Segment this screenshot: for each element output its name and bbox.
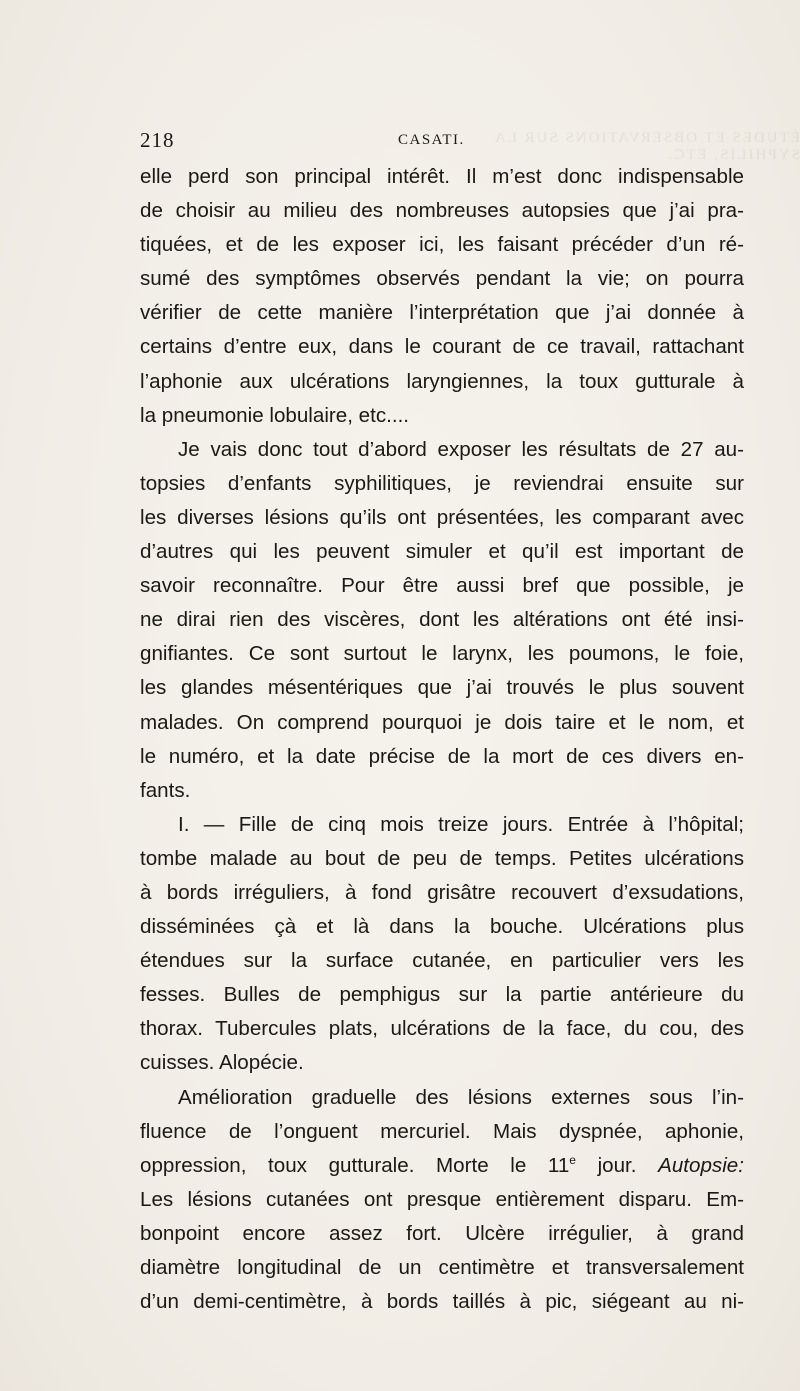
ordinal-number: 11: [547, 1153, 570, 1177]
text-line: malades. On comprend pourquoi je dois taire et le nom, et: [140, 710, 744, 734]
text-line: certains d’entre eux, dans le courant de ce travail, rattachant: [140, 335, 744, 359]
show-through-text: ÉTUDES ET OBSERVATIONS SUR LA SYPHILIS, ETC.: [493, 130, 800, 163]
text-line: la pneumonie lobulaire, etc....: [140, 403, 410, 427]
text-line: fants.: [140, 778, 191, 802]
text-line: les diverses lésions qu’ils ont présentées, les comparant avec: [140, 505, 744, 529]
text-line: fluence de l’onguent mercuriel. Mais dyspnée, aphonie,: [140, 1119, 744, 1143]
text-line: fesses. Bulles de pemphigus sur la partie antérieure du: [140, 983, 744, 1007]
text-line: ne dirai rien des viscères, dont les altérations ont été insi-: [140, 608, 744, 632]
text-fragment: oppression, toux gutturale. Morte le: [140, 1153, 527, 1177]
ordinal-superscript: e: [569, 1152, 576, 1167]
running-head: [140, 128, 740, 152]
text-line: tiquées, et de les exposer ici, les faisant précéder d’un ré-: [140, 233, 744, 257]
text-line: d’un demi-centimètre, à bords taillés à pic, siégeant au ni-: [140, 1290, 744, 1314]
text-line: diamètre longitudinal de un centimètre et transversalement: [140, 1256, 744, 1279]
text-line: l’aphonie aux ulcérations laryngiennes, la toux gutturale à: [140, 369, 744, 393]
text-line: étendues sur la surface cutanée, en particulier vers les: [140, 949, 744, 973]
text-line: bonpoint encore assez fort. Ulcère irrégulier, à grand: [140, 1221, 744, 1245]
body-text: [140, 160, 744, 1319]
text-line: à bords irréguliers, à fond grisâtre recouvert d’exsudations,: [140, 880, 744, 904]
text-line: disséminées çà et là dans la bouche. Ulcérations plus: [140, 915, 744, 939]
autopsy-heading: Autopsie:: [658, 1153, 744, 1177]
text-line: topsies d’enfants syphilitiques, je reviendrai ensuite sur: [140, 471, 744, 495]
text-line: Je vais donc tout d’abord exposer les résultats de 27 au-: [178, 437, 744, 461]
text-line: elle perd son principal intérêt. Il m’est donc indispensable: [140, 165, 744, 188]
text-line: les glandes mésentériques que j’ai trouvés le plus souvent: [140, 676, 744, 700]
text-line: Les lésions cutanées ont presque entièrement disparu. Em-: [140, 1187, 744, 1211]
text-line: savoir reconnaître. Pour être aussi bref que possible, je: [140, 574, 744, 598]
text-line: sumé des symptômes observés pendant la vie; on pourra: [140, 267, 744, 291]
running-title: CASATI.: [398, 132, 465, 148]
text-line-with-superscript: [140, 1149, 744, 1183]
page-number: 218: [140, 128, 175, 152]
text-line: de choisir au milieu des nombreuses autopsies que j’ai pra-: [140, 199, 744, 223]
text-line: tombe malade au bout de peu de temps. Petites ulcérations: [140, 846, 744, 870]
text-line: Amélioration graduelle des lésions externes sous l’in-: [178, 1085, 744, 1109]
text-line: d’autres qui les peuvent simuler et qu’il est important de: [140, 540, 744, 564]
text-line: vérifier de cette manière l’interprétation que j’ai donnée à: [140, 301, 744, 325]
text-line: I. — Fille de cinq mois treize jours. Entrée à l’hôpital;: [178, 812, 744, 836]
text-line: thorax. Tubercules plats, ulcérations de la face, du cou, des: [140, 1017, 744, 1041]
text-fragment: jour.: [597, 1153, 637, 1177]
text-line: gnifiantes. Ce sont surtout le larynx, les poumons, le foie,: [140, 642, 744, 666]
text-line: cuisses. Alopécie.: [140, 1051, 304, 1075]
text-line: le numéro, et la date précise de la mort de ces divers en-: [140, 744, 744, 768]
